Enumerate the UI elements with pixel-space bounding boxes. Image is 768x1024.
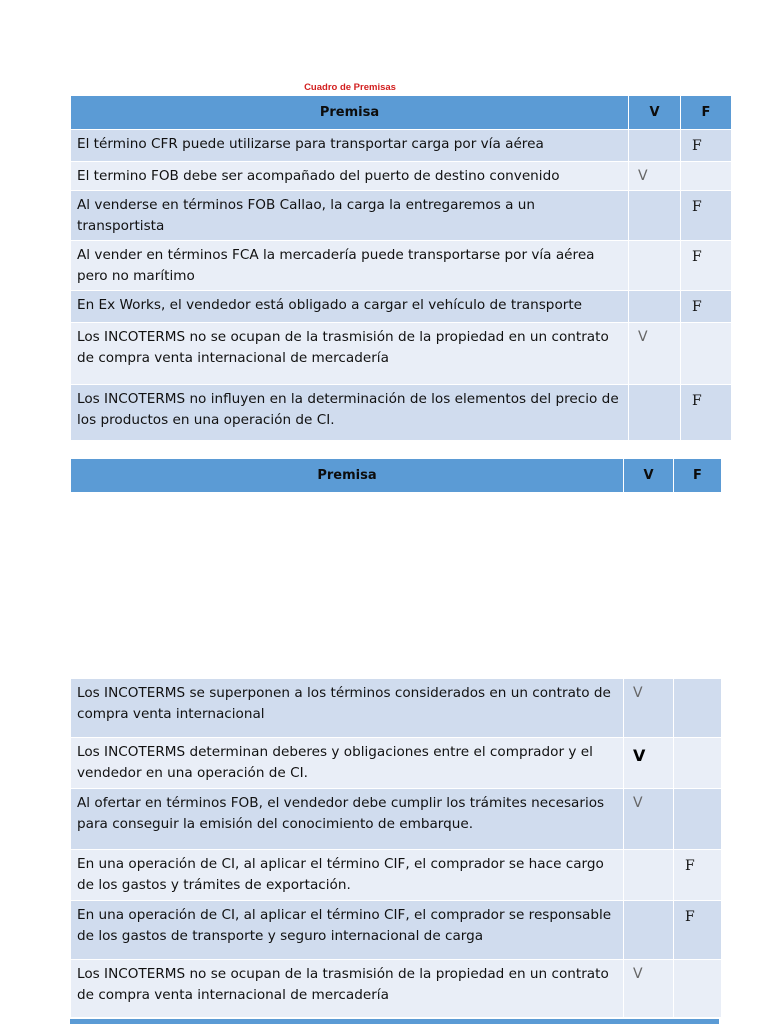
- premisa-cell: Los INCOTERMS no influyen en la determinación de los elementos del precio de los productos en una operación de CI.: [71, 385, 629, 441]
- f-cell: F: [681, 241, 732, 291]
- header-premisa: Premisa: [71, 96, 629, 130]
- f-cell: [681, 323, 732, 385]
- f-cell: F: [674, 850, 722, 901]
- header-f: F: [681, 96, 732, 130]
- premisa-cell: En una operación de CI, al aplicar el término CIF, el comprador se hace cargo de los gastos y trámites de exportación.: [71, 850, 624, 901]
- f-cell: F: [681, 385, 732, 441]
- premisa-cell: El término CFR puede utilizarse para transportar carga por vía aérea: [71, 130, 629, 162]
- f-cell: [681, 162, 732, 191]
- f-cell: F: [681, 191, 732, 241]
- v-cell: [624, 901, 674, 960]
- table-row: [71, 850, 722, 901]
- table-header-row: [71, 96, 732, 130]
- premisa-cell: Los INCOTERMS no se ocupan de la trasmisión de la propiedad en un contrato de compra venta internacional de mercadería: [71, 960, 624, 1018]
- table-row: [71, 679, 722, 738]
- f-cell: [674, 960, 722, 1018]
- v-cell: [624, 850, 674, 901]
- premisa-cell: Los INCOTERMS se superponen a los términos considerados en un contrato de compra venta internacional: [71, 679, 624, 738]
- header-premisa: Premisa: [71, 459, 624, 493]
- table-header-row: [71, 459, 722, 493]
- header-v: V: [624, 459, 674, 493]
- premisas-table-2: [70, 678, 722, 1018]
- table-row: [71, 130, 732, 162]
- table-caption: Cuadro de Premisas: [304, 82, 396, 93]
- table-row: [71, 291, 732, 323]
- premisas-table-1: [70, 95, 732, 441]
- table-row: [71, 191, 732, 241]
- v-cell: [629, 385, 681, 441]
- v-cell: [629, 241, 681, 291]
- v-cell: [629, 191, 681, 241]
- v-cell: [629, 291, 681, 323]
- table-row: [71, 162, 732, 191]
- v-cell: V: [629, 323, 681, 385]
- f-cell: F: [681, 130, 732, 162]
- premisa-cell: Al ofertar en términos FOB, el vendedor debe cumplir los trámites necesarios para conseguir la emisión del conocimiento de embarque.: [71, 789, 624, 850]
- v-cell: V: [624, 789, 674, 850]
- f-cell: F: [674, 901, 722, 960]
- premisa-cell: Al venderse en términos FOB Callao, la carga la entregaremos a un transportista: [71, 191, 629, 241]
- table-row: [71, 738, 722, 789]
- f-cell: [674, 679, 722, 738]
- table-row: [71, 901, 722, 960]
- f-cell: [674, 738, 722, 789]
- v-cell: V: [624, 960, 674, 1018]
- table-row: [71, 960, 722, 1018]
- premisa-cell: En una operación de CI, al aplicar el término CIF, el comprador se responsable de los gastos de transporte y seguro internacional de carga: [71, 901, 624, 960]
- next-table-header-edge: [70, 1019, 719, 1024]
- table-row: [71, 241, 732, 291]
- premisa-cell: En Ex Works, el vendedor está obligado a cargar el vehículo de transporte: [71, 291, 629, 323]
- premisa-cell: Los INCOTERMS no se ocupan de la trasmisión de la propiedad en un contrato de compra venta internacional de mercadería: [71, 323, 629, 385]
- v-cell: V: [629, 162, 681, 191]
- header-f: F: [674, 459, 722, 493]
- v-cell: V: [624, 738, 674, 789]
- premisa-cell: Los INCOTERMS determinan deberes y obligaciones entre el comprador y el vendedor en una operación de CI.: [71, 738, 624, 789]
- f-cell: F: [681, 291, 732, 323]
- table-row: [71, 385, 732, 441]
- table-row: [71, 323, 732, 385]
- header-v: V: [629, 96, 681, 130]
- v-cell: V: [624, 679, 674, 738]
- v-cell: [629, 130, 681, 162]
- table-row: [71, 789, 722, 850]
- premisa-cell: Al vender en términos FCA la mercadería puede transportarse por vía aérea pero no marítimo: [71, 241, 629, 291]
- f-cell: [674, 789, 722, 850]
- premisas-table-2-header: [70, 458, 722, 493]
- premisa-cell: El termino FOB debe ser acompañado del puerto de destino convenido: [71, 162, 629, 191]
